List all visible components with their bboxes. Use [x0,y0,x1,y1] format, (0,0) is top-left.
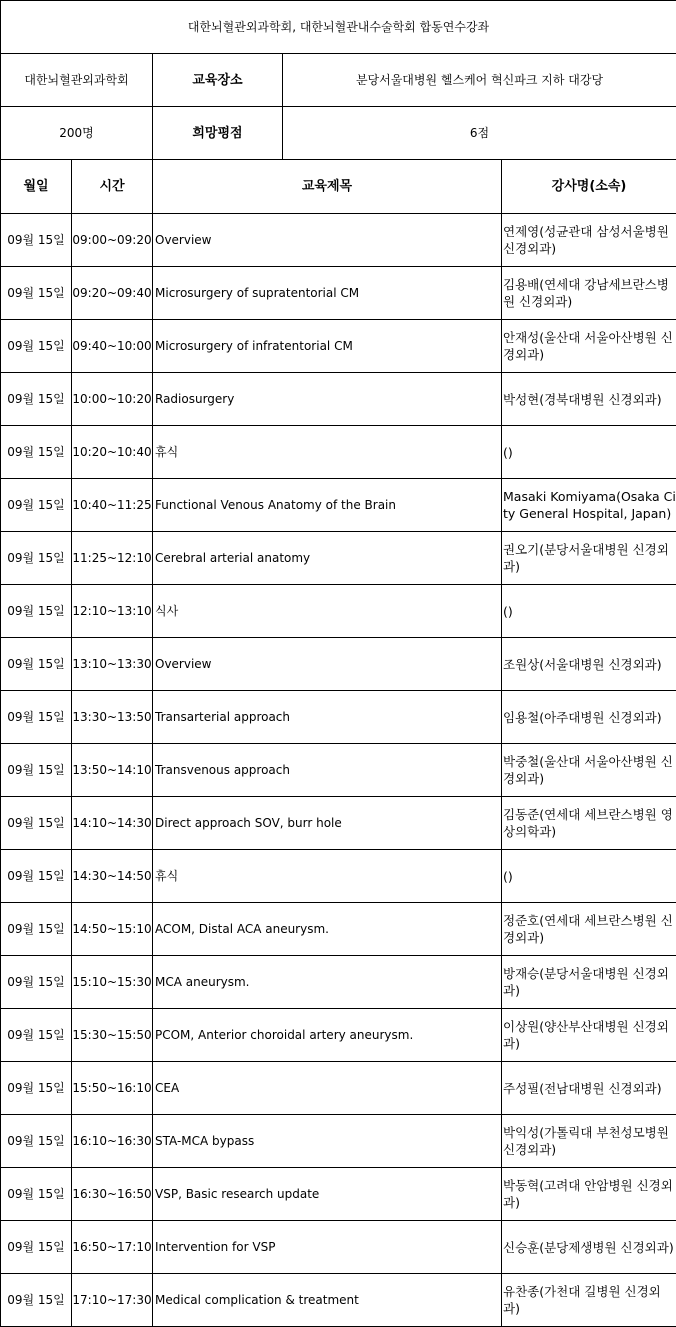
session-topic: ACOM, Distal ACA aneurysm. [153,903,502,956]
schedule-row [1,956,676,1009]
session-date: 09월 15일 [1,1009,72,1062]
session-date: 09월 15일 [1,1168,72,1221]
session-topic: Overview [153,214,502,267]
schedule-row [1,1062,676,1115]
session-time: 12:10~13:10 [72,585,153,638]
session-time: 13:30~13:50 [72,691,153,744]
session-topic: VSP, Basic research update [153,1168,502,1221]
session-topic: Transarterial approach [153,691,502,744]
session-time: 15:10~15:30 [72,956,153,1009]
session-time: 17:10~17:30 [72,1274,153,1327]
schedule-row [1,691,676,744]
session-speaker: 박익성(가톨릭대 부천성모병원 신경외과) [502,1115,676,1168]
schedule-row [1,797,676,850]
schedule-row [1,426,676,479]
session-date: 09월 15일 [1,903,72,956]
session-speaker: 조원상(서울대병원 신경외과) [502,638,676,691]
schedule-row [1,1274,676,1327]
session-speaker: () [502,426,676,479]
session-topic: 식사 [153,585,502,638]
session-date: 09월 15일 [1,426,72,479]
session-speaker: 연제영(성균관대 삼성서울병원 신경외과) [502,214,676,267]
session-topic: Transvenous approach [153,744,502,797]
session-date: 09월 15일 [1,373,72,426]
session-time: 15:30~15:50 [72,1009,153,1062]
session-speaker: () [502,585,676,638]
session-time: 09:00~09:20 [72,214,153,267]
schedule-row [1,744,676,797]
topic-column-header: 교육제목 [153,160,502,214]
session-topic: Medical complication & treatment [153,1274,502,1327]
session-topic: STA-MCA bypass [153,1115,502,1168]
session-speaker: 이상원(양산부산대병원 신경외과) [502,1009,676,1062]
points-label: 희망평점 [153,107,283,160]
session-time: 11:25~12:10 [72,532,153,585]
schedule-row [1,479,676,532]
session-speaker: 박동혁(고려대 안암병원 신경외과) [502,1168,676,1221]
session-date: 09월 15일 [1,638,72,691]
title-row [1,1,676,54]
session-time: 13:10~13:30 [72,638,153,691]
points: 6점 [283,107,676,160]
schedule-row [1,532,676,585]
session-date: 09월 15일 [1,532,72,585]
session-speaker: 안재성(울산대 서울아산병원 신경외과) [502,320,676,373]
schedule-row [1,214,676,267]
session-time: 16:10~16:30 [72,1115,153,1168]
course-info-table [0,0,676,160]
session-time: 13:50~14:10 [72,744,153,797]
session-date: 09월 15일 [1,1115,72,1168]
session-topic: 휴식 [153,850,502,903]
session-date: 09월 15일 [1,214,72,267]
session-time: 16:50~17:10 [72,1221,153,1274]
speaker-column-header: 강사명(소속) [502,160,676,214]
session-date: 09월 15일 [1,585,72,638]
venue-label: 교육장소 [153,54,283,107]
session-speaker: 박성현(경북대병원 신경외과) [502,373,676,426]
time-column-header: 시간 [72,160,153,214]
capacity-row [1,107,676,160]
schedule-row [1,1168,676,1221]
session-topic: Functional Venous Anatomy of the Brain [153,479,502,532]
session-time: 10:40~11:25 [72,479,153,532]
session-speaker: 박중철(울산대 서울아산병원 신경외과) [502,744,676,797]
session-date: 09월 15일 [1,267,72,320]
course-title: 대한뇌혈관외과학회, 대한뇌혈관내수술학회 합동연수강좌 [1,1,676,54]
session-speaker: 정준호(연세대 세브란스병원 신경외과) [502,903,676,956]
schedule-header-row [1,160,676,214]
session-time: 10:00~10:20 [72,373,153,426]
session-topic: Microsurgery of infratentorial CM [153,320,502,373]
session-topic: Radiosurgery [153,373,502,426]
venue: 분당서울대병원 헬스케어 혁신파크 지하 대강당 [283,54,676,107]
schedule-row [1,903,676,956]
session-date: 09월 15일 [1,1221,72,1274]
session-speaker: 김용배(연세대 강남세브란스병원 신경외과) [502,267,676,320]
session-date: 09월 15일 [1,479,72,532]
session-speaker: 김동준(연세대 세브란스병원 영상의학과) [502,797,676,850]
schedule-row [1,850,676,903]
session-speaker: 임용철(아주대병원 신경외과) [502,691,676,744]
session-speaker: 주성필(전남대병원 신경외과) [502,1062,676,1115]
schedule-table [0,159,676,1327]
session-topic: Overview [153,638,502,691]
session-speaker: Masaki Komiyama(Osaka City General Hospital, Japan) [502,479,676,532]
session-date: 09월 15일 [1,320,72,373]
session-time: 14:30~14:50 [72,850,153,903]
session-date: 09월 15일 [1,691,72,744]
session-date: 09월 15일 [1,956,72,1009]
schedule-row [1,585,676,638]
session-time: 09:40~10:00 [72,320,153,373]
schedule-row [1,267,676,320]
schedule-row [1,1009,676,1062]
session-time: 15:50~16:10 [72,1062,153,1115]
session-speaker: 권오기(분당서울대병원 신경외과) [502,532,676,585]
session-topic: Cerebral arterial anatomy [153,532,502,585]
session-time: 14:10~14:30 [72,797,153,850]
schedule-row [1,1221,676,1274]
schedule-row [1,320,676,373]
session-time: 09:20~09:40 [72,267,153,320]
schedule-row [1,638,676,691]
session-time: 10:20~10:40 [72,426,153,479]
session-topic: Direct approach SOV, burr hole [153,797,502,850]
session-topic: 휴식 [153,426,502,479]
date-column-header: 월일 [1,160,72,214]
session-date: 09월 15일 [1,797,72,850]
session-date: 09월 15일 [1,744,72,797]
session-speaker: () [502,850,676,903]
session-date: 09월 15일 [1,1062,72,1115]
session-topic: PCOM, Anterior choroidal artery aneurysm. [153,1009,502,1062]
session-topic: MCA aneurysm. [153,956,502,1009]
organizer: 대한뇌혈관외과학회 [1,54,153,107]
session-speaker: 유찬종(가천대 길병원 신경외과) [502,1274,676,1327]
schedule-row [1,373,676,426]
session-topic: Intervention for VSP [153,1221,502,1274]
session-time: 16:30~16:50 [72,1168,153,1221]
session-topic: Microsurgery of supratentorial CM [153,267,502,320]
session-date: 09월 15일 [1,850,72,903]
schedule-row [1,1115,676,1168]
session-time: 14:50~15:10 [72,903,153,956]
session-date: 09월 15일 [1,1274,72,1327]
session-speaker: 신승훈(분당제생병원 신경외과) [502,1221,676,1274]
venue-row [1,54,676,107]
session-topic: CEA [153,1062,502,1115]
capacity: 200명 [1,107,153,160]
session-speaker: 방재승(분당서울대병원 신경외과) [502,956,676,1009]
